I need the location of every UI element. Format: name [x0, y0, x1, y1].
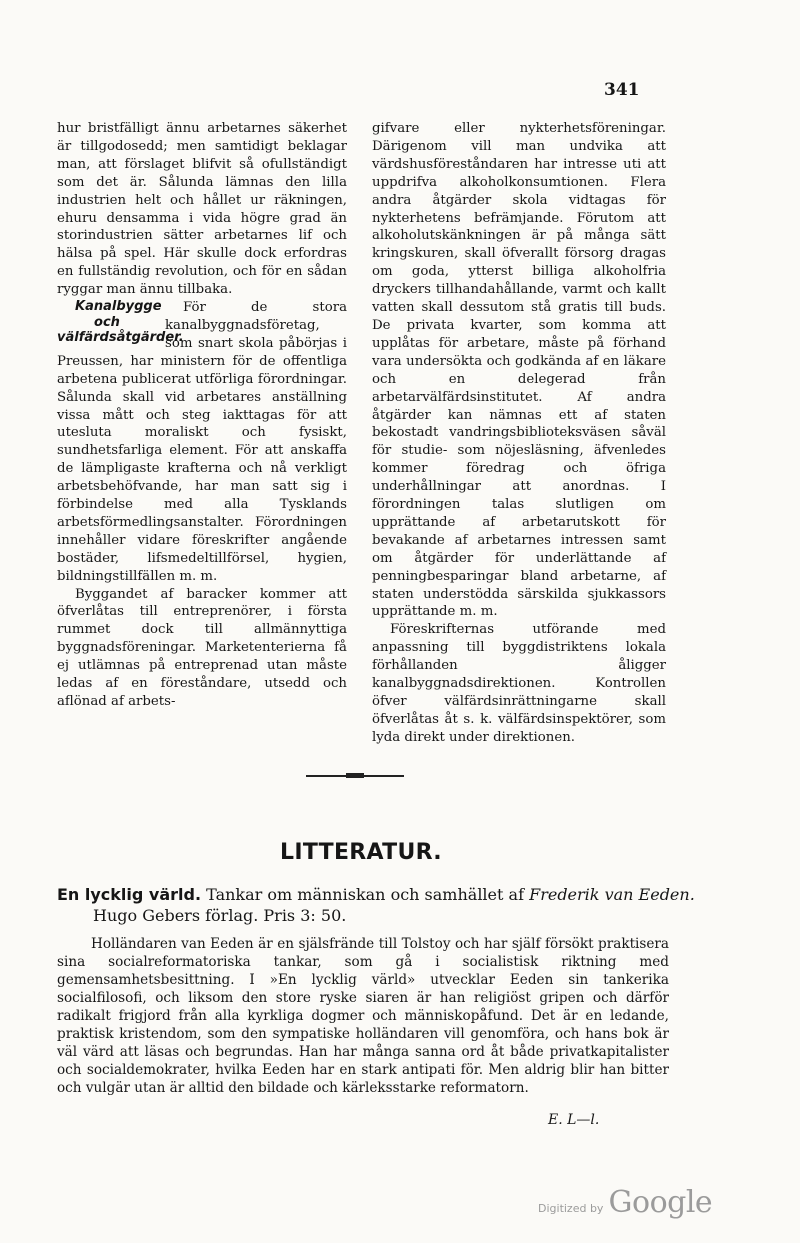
left-paragraph-2-text: För de stora kanalbyggnadsföretag, som snart skola påbörjas i Preussen, har ministern för de offentliga arbetena publicerat utförliga förordningar. Sålunda skall vid arbetares anställning vissa mått och steg iakttagas för att utesluta moraliskt och fysiskt, sundhetsfarliga element. För att anskaffa de lämpligaste krafterna och nå verkligt arbetsbehöfvande, har man satt sig i förbindelse med alla Tysklands arbetsförmedlingsanstalter. Förordningen innehåller vidare föreskrifter angående bostäder, lifsmedeltillförsel, hygien, bildningstillfällen m. m. — [57, 300, 347, 584]
book-subtitle: Tankar om människan och samhället af — [206, 885, 524, 904]
book-review: Holländaren van Eeden är en själsfrände till Tolstoy och har själf försökt praktisera sina socialreformatoriska tankar, som gå i socialistisk riktning med gemensamhetsbesittning. I »En lycklig värld» utvecklar Eeden sin tankerika socialfilosofi, och liksom den store ryske siaren är han religiöst gripen och därför radikalt frigjord från alla kyrkliga dogmer och människopåfund. Det är en ledande, praktisk kristendom, som den sympatiske holländaren vill genomföra, och hans bok är väl värd att läsas och begrundas. Han har många sanna ord åt både privatkapitalister och socialdemokrater, hvilka Eeden har en stark antipati för. Men aldrig blir han bitter och vulgär utan är alltid den bildade och kärleksstarke reformatorn. — [57, 936, 669, 1096]
marginal-note: Kanalbygge och välfärdsåtgärder. — [57, 299, 184, 346]
right-paragraph-1: gifvare eller nykterhetsföreningar. Därigenom vill man undvika att värdshusföreståndaren har intresse uti att uppdrifva alkoholkonsumtionen. Flera andra åtgärder skola vidtagas för nykterhetens befrämjande. Förutom att alkoholutskänkningen är på många sätt kringskuren, skall öfverallt försorg dragas om goda, ytterst billiga alkoholfria dryckers tillhandahållande, varmt och kallt vatten skall dessutom stå gratis till buds. De privata kvarter, som komma att upplåtas för arbetare, måste på förhand vara undersökta och godkända af en läkare och en delegerad från arbetarvälfärdsinstitutet. Af andra åtgärder kan nämnas ett af staten bekostadt vandringsbiblioteksväsen såväl för studie- som nöjesläsning, äfvenledes kommer föredrag och öfriga underhållningar att anordnas. I förordningen talas slutligen om upprättande af arbetarutskott för bevakande af arbetarnes intressen samt om åtgärder för underlättande af penningbesparingar bland arbetarne, af staten understödda särskilda sjukkassors upprättande m. m. — [372, 121, 666, 620]
section-divider-ornament — [346, 773, 364, 778]
left-paragraph-3: Byggandet af baracker kommer att öfverlåtas till entreprenörer, i första rummet dock till allmännyttiga byggnadsföreningar. Marketenterierna få ej utlämnas på entreprenad utan måste ledas af en föreståndare, utsedd och aflönad af arbets- — [57, 586, 347, 709]
review-signature: E. L—l. — [548, 1112, 600, 1128]
page-number: 341 — [604, 80, 640, 100]
book-entry — [57, 884, 705, 926]
book-title: En lycklig värld. — [57, 885, 202, 904]
left-paragraph-1: hur bristfälligt ännu arbetarnes säkerhet är tillgodosedd; men samtidigt beklagar man, att förslaget blifvit så ofullständigt som det är. Sålunda lämnas den lilla industrien helt och hållet ur räkningen, ehuru densamma i vida högre grad än storindustrien sätter arbetarnes lif och hälsa på spel. Här skulle dock erfordras en fullständig revolution, och för en sådan ryggar man ännu tillbaka. — [57, 121, 347, 298]
book-publisher: Hugo Gebers förlag. Pris 3: 50. — [93, 906, 347, 925]
left-paragraph-2 — [57, 299, 347, 586]
left-column — [57, 120, 347, 711]
google-logo: Google — [608, 1185, 713, 1220]
right-paragraph-2: Föreskrifternas utförande med anpassning till byggdistriktens lokala förhållanden åligger kanalbyggnadsdirektionen. Kontrollen öfver välfärdsinrättningarne skall öfverlåtas åt s. k. välfärdsinspektörer, som lyda direkt under direktionen. — [372, 622, 666, 745]
right-column — [372, 120, 666, 747]
book-author: Frederik van Eeden. — [529, 885, 695, 904]
literature-heading: LITTERATUR. — [280, 840, 442, 865]
digitized-watermark — [538, 1185, 712, 1220]
digitized-prefix: Digitized by — [538, 1202, 604, 1215]
